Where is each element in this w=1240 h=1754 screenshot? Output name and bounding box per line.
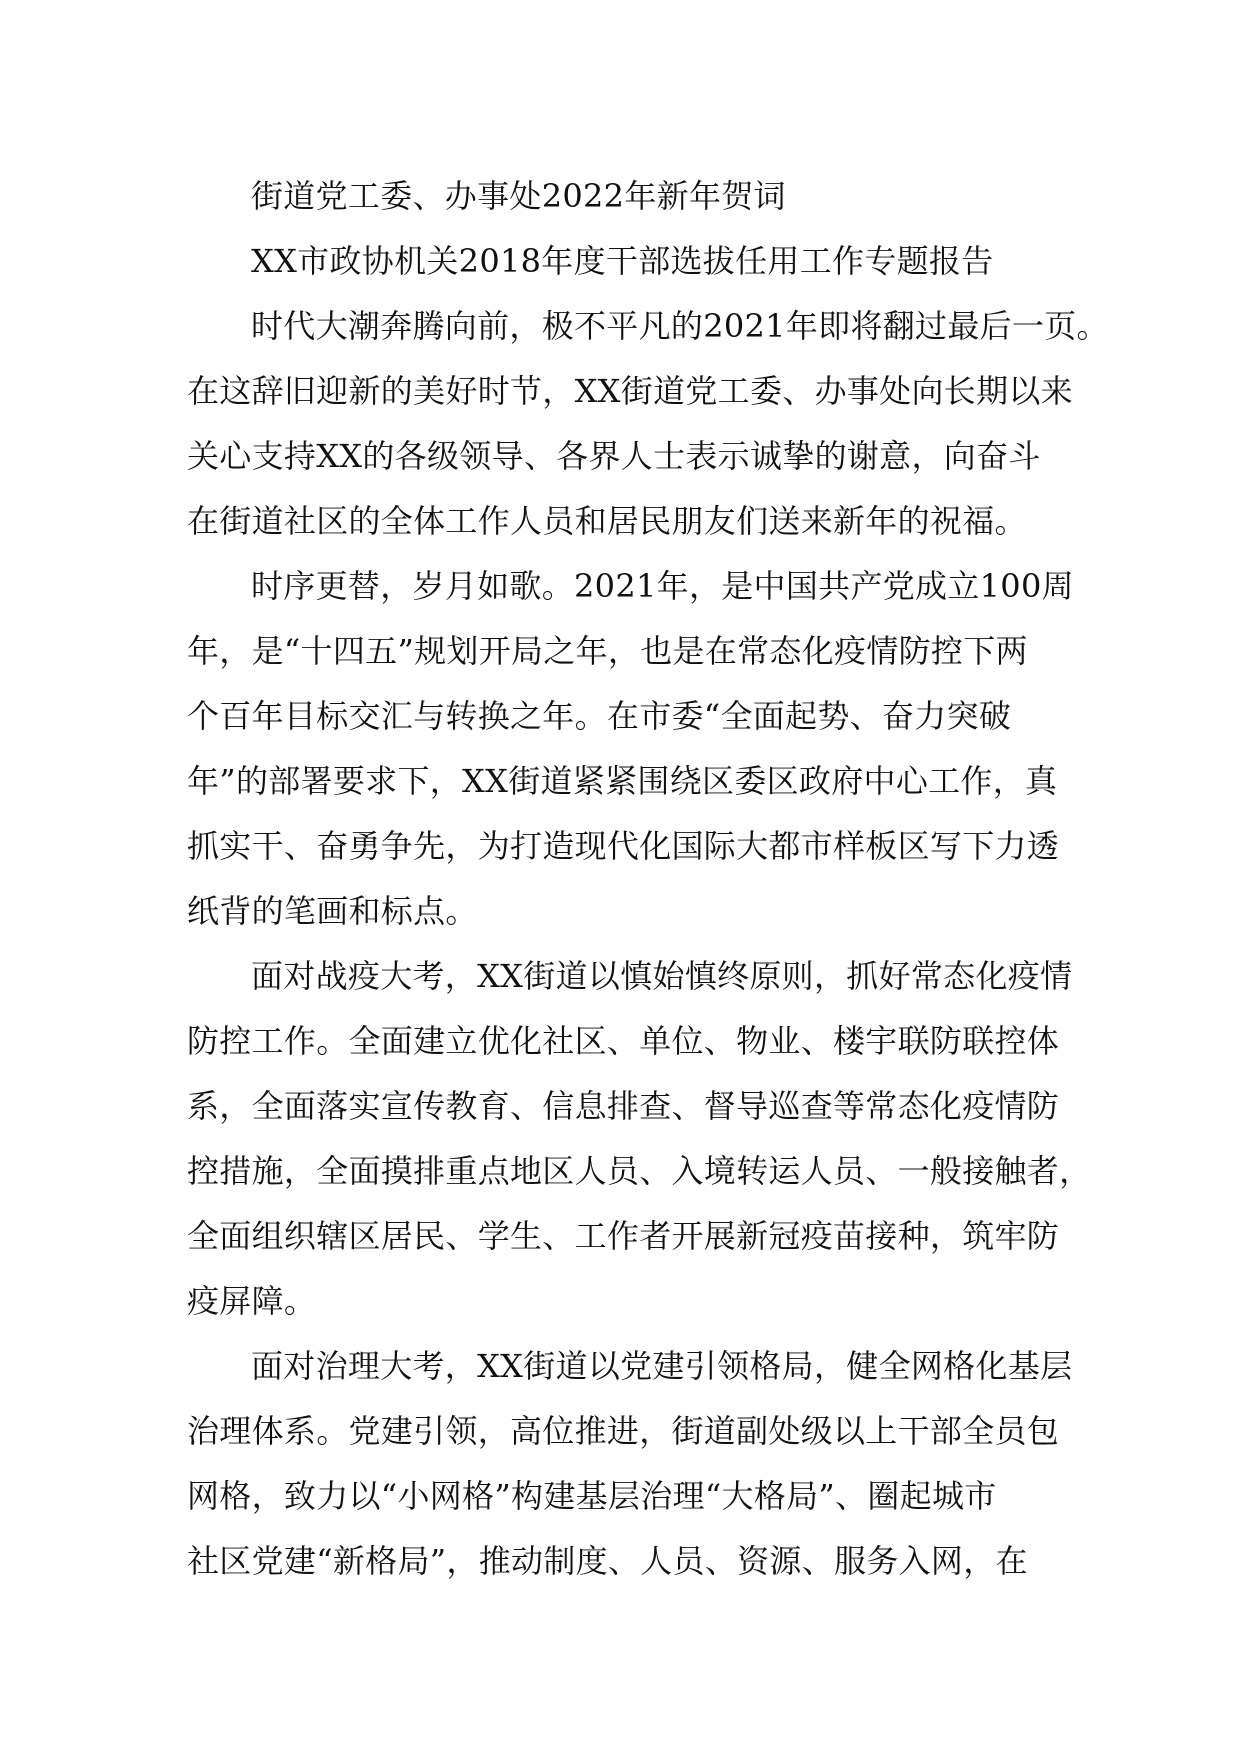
paragraph-line: 系，全面落实宣传教育、信息排查、督导巡查等常态化疫情防: [187, 1087, 1060, 1125]
paragraph-line: 在街道社区的全体工作人员和居民朋友们送来新年的祝福。: [187, 502, 1027, 540]
paragraph-line: 面对战疫大考，XX街道以慎始慎终原则，抓好常态化疫情: [251, 957, 1073, 995]
paragraph-line: 个百年目标交汇与转换之年。在市委“全面起势、奋力突破: [187, 697, 1012, 735]
paragraph-4: [187, 1334, 1073, 1594]
paragraph-line: 控措施，全面摸排重点地区人员、入境转运人员、一般接触者，: [187, 1152, 1092, 1190]
paragraph-line: 年，是“十四五”规划开局之年，也是在常态化疫情防控下两: [187, 632, 1028, 670]
paragraph-line: 全面组织辖区居民、学生、工作者开展新冠疫苗接种，筑牢防: [187, 1217, 1060, 1255]
paragraph-line: 面对治理大考，XX街道以党建引领格局，健全网格化基层: [251, 1347, 1073, 1385]
paragraph-line: 社区党建“新格局”，推动制度、人员、资源、服务入网，在: [187, 1542, 1028, 1580]
paragraph-line: 治理体系。党建引领，高位推进，街道副处级以上干部全员包: [187, 1412, 1060, 1450]
paragraph-line: 在这辞旧迎新的美好时节，XX街道党工委、办事处向长期以来: [187, 372, 1073, 410]
paragraph-line: 疫屏障。: [187, 1282, 317, 1320]
paragraph-1: [187, 294, 1109, 554]
document-title: 街道党工委、办事处2022年新年贺词: [251, 177, 786, 215]
paragraph-line: 关心支持XX的各级领导、各界人士表示诚挚的谢意，向奋斗: [187, 437, 1041, 475]
paragraph-line: 网格，致力以“小网格”构建基层治理“大格局”、圈起城市: [187, 1477, 997, 1515]
paragraph-line: 年”的部署要求下，XX街道紧紧围绕区委区政府中心工作，真: [187, 762, 1058, 800]
paragraph-3: [187, 944, 1092, 1334]
paragraph-line: 纸背的笔画和标点。: [187, 892, 478, 930]
paragraph-line: 防控工作。全面建立优化社区、单位、物业、楼宇联防联控体: [187, 1022, 1060, 1060]
paragraph-line: 时代大潮奔腾向前，极不平凡的2021年即将翻过最后一页。: [251, 307, 1109, 345]
paragraph-line: 时序更替，岁月如歌。2021年，是中国共产党成立100周: [251, 567, 1074, 605]
document-page: [187, 164, 1109, 1594]
paragraph-line: 抓实干、奋勇争先，为打造现代化国际大都市样板区写下力透: [187, 827, 1060, 865]
document-subtitle: XX市政协机关2018年度干部选拔任用工作专题报告: [251, 242, 994, 280]
paragraph-2: [187, 554, 1074, 944]
